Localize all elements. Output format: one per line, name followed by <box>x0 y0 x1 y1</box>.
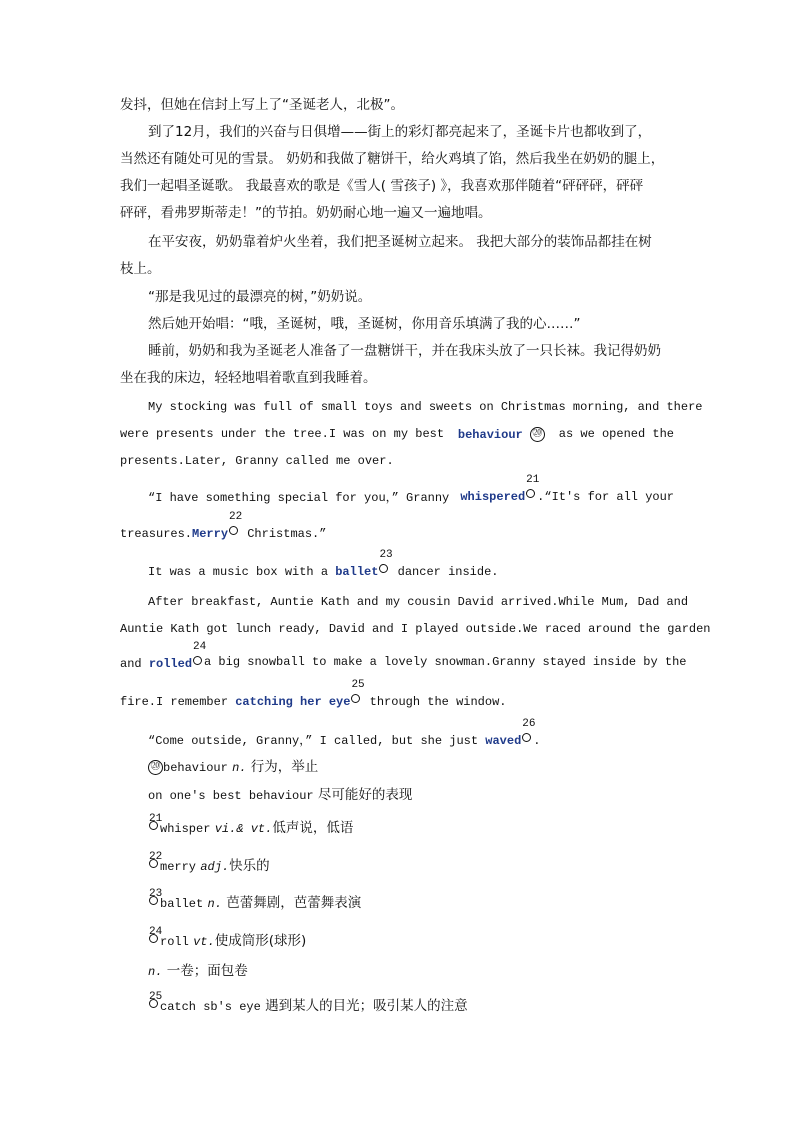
en-paragraph-4-line-4 <box>120 679 507 709</box>
note-marker-21: 21 <box>148 820 160 832</box>
en-text: “I have something special for you，” Granny <box>148 491 450 505</box>
note-definition: 一卷；面包卷 <box>162 963 248 979</box>
note-21 <box>148 815 353 843</box>
cn-paragraph-3-line-1: 在平安夜，奶奶靠着炉火坐着，我们把圣诞树立起来。 我把大部分的装饰品都挂在树 <box>148 234 652 250</box>
note-word: behaviour <box>163 761 228 775</box>
footnote-marker-20: ⑳ <box>530 427 545 442</box>
note-word: ballet <box>160 897 204 911</box>
cn-paragraph-6-line-2: 坐在我的床边，轻轻地唱着歌直到我睡着。 <box>120 370 377 386</box>
note-pos: vi.& vt. <box>214 822 273 836</box>
en-text: were presents under the tree.I was on my best <box>120 427 445 441</box>
cn-paragraph-2-line-1: 到了12月，我们的兴奋与日俱增——街上的彩灯都亮起来了，圣诞卡片也都收到了， <box>148 124 652 140</box>
note-definition: 芭蕾舞剧，芭蕾舞表演 <box>221 895 362 911</box>
keyword-behaviour: behaviour <box>457 428 523 442</box>
cn-paragraph-2-line-4: 砰砰，看弗罗斯蒂走！”的节拍。奶奶耐心地一遍又一遍地唱。 <box>120 205 492 221</box>
en-text: a big snowball to make a lovely snowman.Granny stayed inside by the <box>204 655 687 669</box>
note-definition: 遇到某人的目光；吸引某人的注意 <box>260 998 468 1014</box>
cn-paragraph-2-line-2: 当然还有随处可见的雪景。 奶奶和我做了糖饼干，给火鸡填了馅，然后我坐在奶奶的腿上， <box>120 151 665 167</box>
footnote-marker-23: 23 <box>378 563 390 575</box>
footnote-marker-21: 21 <box>525 488 537 500</box>
footnote-marker-24: 24 <box>192 655 204 667</box>
note-phrase: on one's best behaviour <box>148 789 314 803</box>
en-paragraph-1-line-1: My stocking was full of small toys and sweets on Christmas morning, and there <box>148 400 703 414</box>
note-definition: 行为，举止 <box>246 759 319 775</box>
note-20 <box>148 754 318 782</box>
note-word: roll <box>160 935 189 949</box>
note-definition: 低声说，低语 <box>272 820 354 836</box>
en-paragraph-2-line-2 <box>120 511 327 541</box>
en-paragraph-4-line-1: After breakfast, Auntie Kath and my cousin David arrived.While Mum, Dad and <box>148 595 689 609</box>
note-definition: 尽可能好的表现 <box>313 787 413 803</box>
cn-paragraph-3-line-2: 枝上。 <box>120 261 161 277</box>
en-text: treasures. <box>120 527 193 541</box>
keyword-waved: waved <box>485 734 522 748</box>
en-text: dancer inside. <box>390 565 499 579</box>
cn-paragraph-4: “那是我见过的最漂亮的树，”奶奶说。 <box>148 289 372 305</box>
en-paragraph-2-line-1 <box>148 474 674 505</box>
en-paragraph-1-line-2 <box>120 427 674 442</box>
note-marker-22: 22 <box>148 858 160 870</box>
note-25 <box>148 993 468 1021</box>
note-24b <box>148 958 248 986</box>
note-definition: 快乐的 <box>229 858 270 874</box>
keyword-ballet: ballet <box>335 565 379 579</box>
footnote-marker-22: 22 <box>228 525 240 537</box>
cn-paragraph-6-line-1: 睡前，奶奶和我为圣诞老人准备了一盘糖饼干，并在我床头放了一只长袜。我记得奶奶 <box>148 343 661 359</box>
en-paragraph-5 <box>148 718 541 748</box>
note-pos: n. <box>232 761 247 775</box>
note-pos: adj. <box>200 860 230 874</box>
note-pos: vt. <box>193 935 215 949</box>
cn-paragraph-2-line-3: 我们一起唱圣诞歌。 我最喜欢的歌是《雪人( 雪孩子) 》，我喜欢那伴随着“砰砰砰，砰砰 <box>120 178 644 194</box>
en-text: Christmas.” <box>240 527 327 541</box>
en-text: and <box>120 657 142 671</box>
note-marker-25: 25 <box>148 998 160 1010</box>
note-23 <box>148 890 361 918</box>
en-paragraph-4-line-2: Auntie Kath got lunch ready, David and I played outside.We raced around the garden <box>120 622 711 636</box>
footnote-marker-25: 25 <box>350 693 362 705</box>
en-text: .“It's for all your <box>537 490 674 504</box>
en-paragraph-1-line-3: presents.Later, Granny called me over. <box>120 454 394 468</box>
en-text: It was a music box with a <box>148 565 329 579</box>
en-paragraph-3 <box>148 549 499 579</box>
en-text: . <box>533 734 541 748</box>
note-word: merry <box>160 860 197 874</box>
en-paragraph-4-line-3 <box>120 641 687 671</box>
cn-paragraph-5: 然后她开始唱：“哦，圣诞树，哦，圣诞树，你用音乐填满了我的心……” <box>148 316 581 332</box>
en-text: through the window. <box>362 695 507 709</box>
note-pos: n. <box>207 897 222 911</box>
en-text: fire.I remember <box>120 695 229 709</box>
note-word: whisper <box>160 822 211 836</box>
keyword-merry: Merry <box>192 527 229 541</box>
footnote-marker-26: 26 <box>521 732 533 744</box>
keyword-catching-her-eye: catching her eye <box>235 695 351 709</box>
en-keyword-group <box>458 427 545 442</box>
note-marker-23: 23 <box>148 895 160 907</box>
note-22 <box>148 853 270 881</box>
en-text: “Come outside, Granny，” I called, but she just <box>148 734 479 748</box>
note-24 <box>148 928 306 956</box>
cn-paragraph-1: 发抖，但她在信封上写上了“圣诞老人，北极”。 <box>120 97 404 113</box>
note-marker-20: ⑳ <box>148 760 163 775</box>
note-20b <box>148 782 412 810</box>
note-definition: 使成筒形(球形) <box>214 933 307 949</box>
note-pos: n. <box>148 965 163 979</box>
keyword-rolled: rolled <box>148 657 193 671</box>
en-text: as we opened the <box>558 427 674 441</box>
note-marker-24: 24 <box>148 933 160 945</box>
note-word: catch sb's eye <box>160 1000 261 1014</box>
keyword-whispered: whispered <box>460 490 526 504</box>
